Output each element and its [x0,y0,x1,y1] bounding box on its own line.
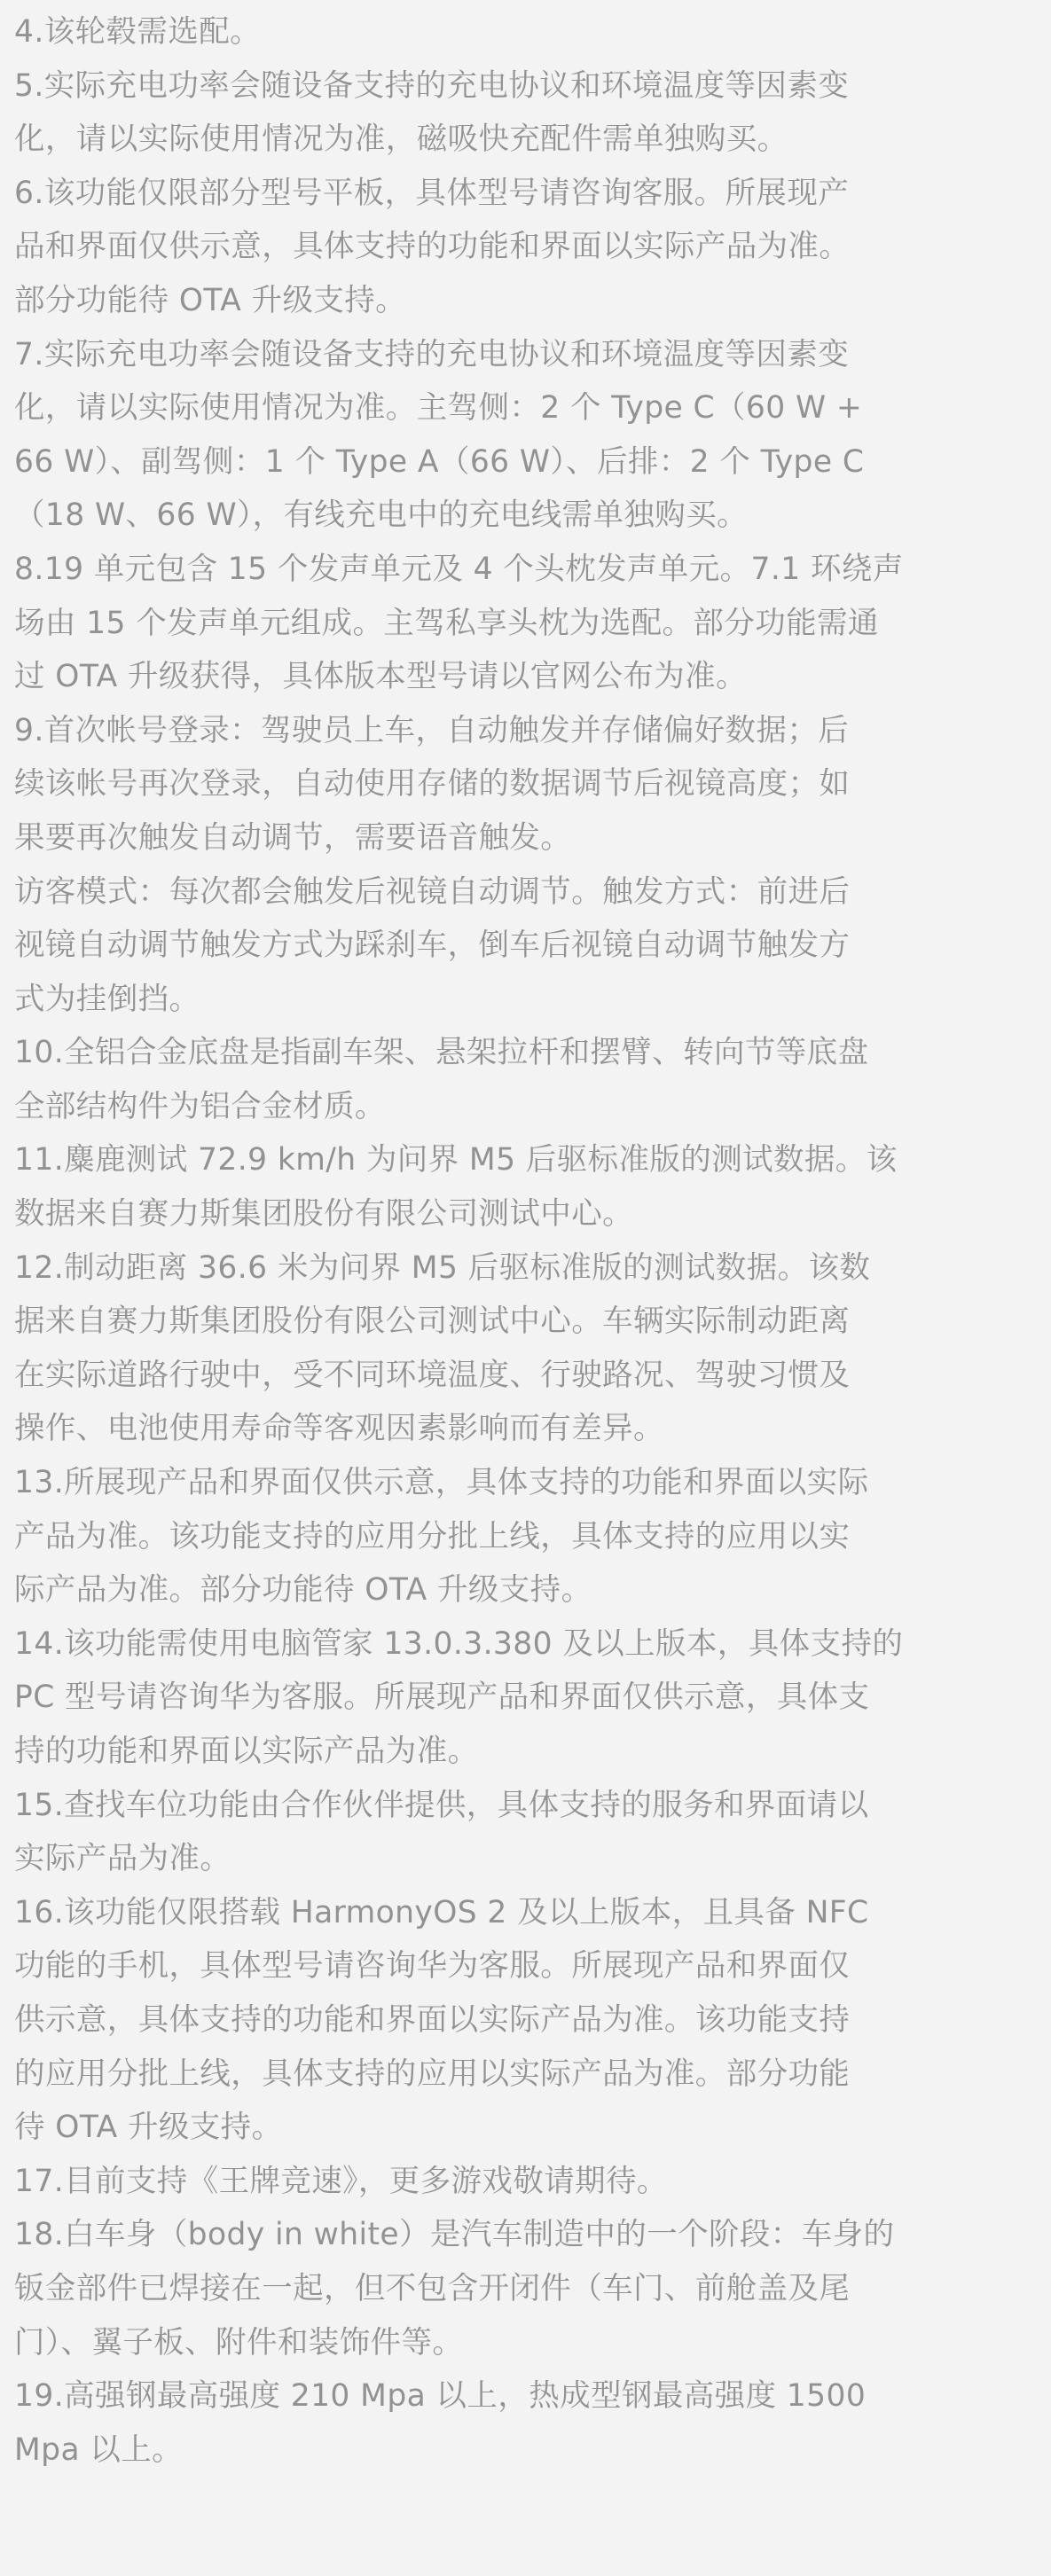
footnote-9-visitor-mode: 访客模式：每次都会触发后视镜自动调节。触发方式：前进后 视镜自动调节触发方式为踩刹车，倒车后视镜自动调节触发方 式为挂倒挡。 [14,873,851,1017]
footnote-8: 8.19 单元包含 15 个发声单元及 4 个头枕发声单元。7.1 环绕声 场由 15 个发声单元组成。主驾私享头枕为选配。部分功能需通 过 OTA 升级获得，具体版本型号请以官网公布为准。 [14,551,904,695]
footnote-7: 7.实际充电功率会随设备支持的充电协议和环境温度等因素变 化，请以实际使用情况为准。主驾侧：2 个 Type C（60 W + 66 W）、副驾侧：1 个 Type A（66 W）、后排：2 个 Type C （18 W、66 W），有线充电中的充电线需单独购买。 [14,336,865,534]
footnote-9: 9.首次帐号登录：驾驶员上车，自动触发并存储偏好数据；后 续该帐号再次登录，自动使用存储的数据调节后视镜高度；如 果要再次触发自动调节，需要语音触发。 [14,712,851,856]
footnote-12: 12.制动距离 36.6 米为问界 M5 后驱标准版的测试数据。该数 据来自赛力斯集团股份有限公司测试中心。车辆实际制动距离 在实际道路行驶中，受不同环境温度、行驶路况、驾驶习惯及 操作、电池使用寿命等客观因素影响而有差异。 [14,1249,871,1447]
footnote-17: 17.目前支持《王牌竞速》，更多游戏敬请期待。 [14,2163,668,2199]
footnote-5: 5.实际充电功率会随设备支持的充电协议和环境温度等因素变 化，请以实际使用情况为准，磁吸快充配件需单独购买。 [14,67,850,158]
footnote-11: 11.麋鹿测试 72.9 km/h 为问界 M5 后驱标准版的测试数据。该 数据来自赛力斯集团股份有限公司测试中心。 [14,1142,898,1233]
footnote-6: 6.该功能仅限部分型号平板，具体型号请咨询客服。所展现产 品和界面仅供示意，具体支持的功能和界面以实际产品为准。 部分功能待 OTA 升级支持。 [14,175,851,318]
footnote-15: 15.查找车位功能由合作伙伴提供，具体支持的服务和界面请以 实际产品为准。 [14,1787,869,1877]
footnote-14: 14.该功能需使用电脑管家 13.0.3.380 及以上版本，具体支持的 PC 型号请咨询华为客服。所展现产品和界面仅供示意，具体支 持的功能和界面以实际产品为准。 [14,1625,904,1769]
footnote-10: 10.全铝合金底盘是指副车架、悬架拉杆和摆臂、转向节等底盘 全部结构件为铝合金材质。 [14,1035,869,1124]
footnote-13: 13.所展现产品和界面仅供示意，具体支持的功能和界面以实际 产品为准。该功能支持的应用分批上线，具体支持的应用以实 际产品为准。部分功能待 OTA 升级支持。 [14,1465,869,1609]
footnote-18: 18.白车身（body in white）是汽车制造中的一个阶段：车身的 钣金部件已焊接在一起，但不包含开闭件（车门、前舱盖及尾 门）、翼子板、附件和装饰件等。 [14,2217,895,2361]
footnote-16: 16.该功能仅限搭载 HarmonyOS 2 及以上版本，且具备 NFC 功能的手机，具体型号请咨询华为客服。所展现产品和界面仅 供示意，具体支持的功能和界面以实际产品为准。该功能支持 的应用分批上线，具体支持的应用以实际产品为准。部分功能 待 OTA 升级支持。 [14,1894,869,2146]
footnote-19: 19.高强钢最高强度 210 Mpa 以上，热成型钢最高强度 1500 Mpa 以上。 [14,2378,867,2468]
footnote-4: 4.该轮毂需选配。 [14,14,262,50]
